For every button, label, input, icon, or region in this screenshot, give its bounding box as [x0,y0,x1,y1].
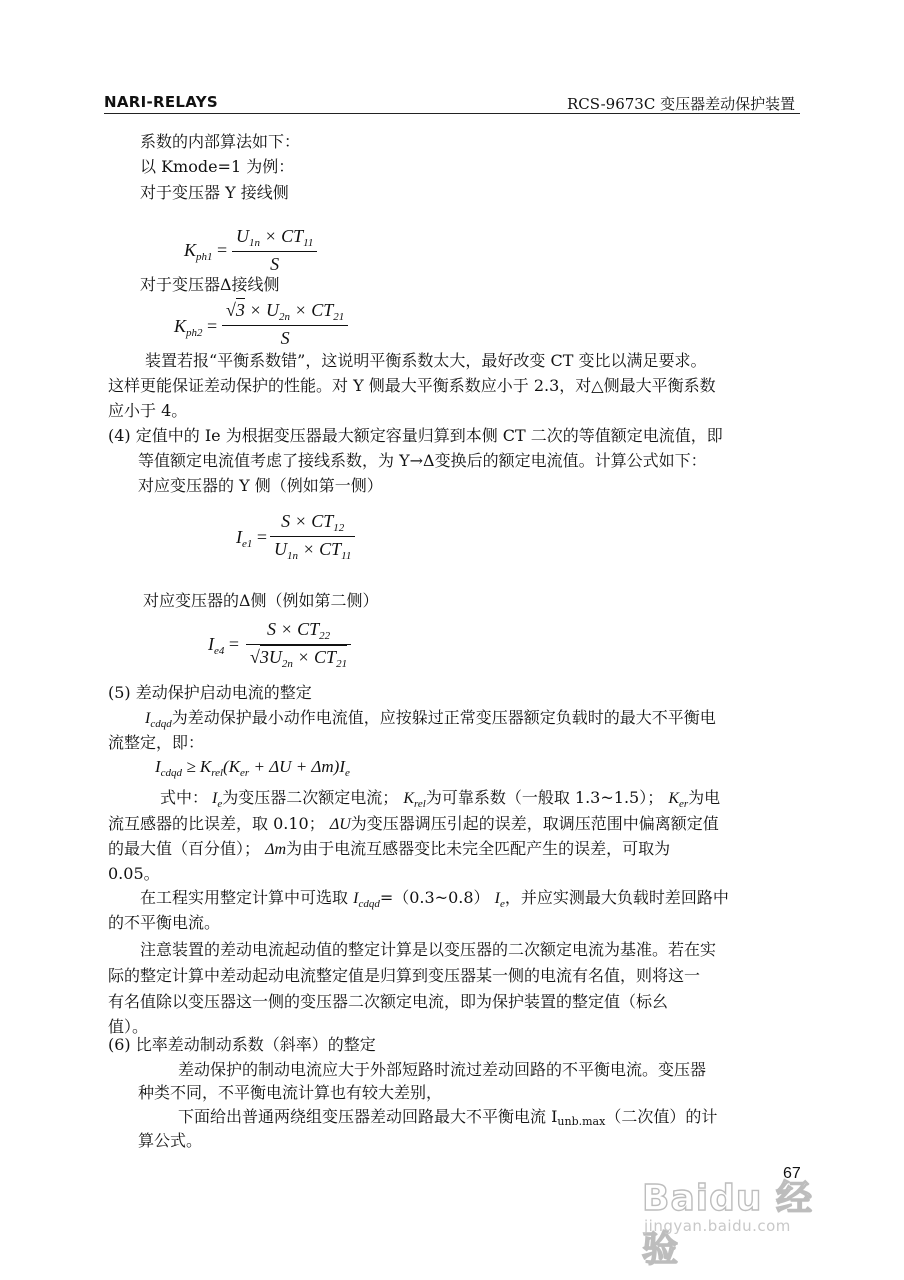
header-rule [104,113,800,114]
text-line: 流整定，即： [108,733,205,752]
formula-icdqd: $I_{cdqd} \ge K_{rel}(K_{er} + \Delta U + \Delta m)I_e$ [155,757,350,779]
header-company: NARI-RELAYS [104,93,219,111]
text-line: 下面给出普通两绕组变压器差动回路最大不平衡电流 Iunb.max（二次值）的计 [178,1107,718,1128]
section-heading: (6) 比率差动制动系数（斜率）的整定 [108,1035,376,1054]
text-line: 0.05。 [108,864,160,883]
text-line: 差动保护的制动电流应大于外部短路时流过差动回路的不平衡电流。变压器 [178,1060,707,1079]
text-line: (4) 定值中的 Ie 为根据变压器最大额定容量归算到本侧 CT 二次的等值额定电流值，即 [108,426,723,445]
text-line: 以 Kmode=1 为例： [140,157,295,176]
text-line: 装置若报“平衡系数错”，这说明平衡系数太大，最好改变 CT 变比以满足要求。 [145,351,707,370]
text-line: 这样更能保证差动保护的性能。对 Y 侧最大平衡系数应小于 2.3，对△侧最大平衡系数 [108,376,716,395]
text-line: 有名值除以变压器这一侧的变压器二次额定电流，即为保护装置的整定值（标幺 [108,992,669,1011]
text-line: 算公式。 [138,1131,203,1150]
text-line: 的不平衡电流。 [108,913,221,932]
text-line: 的最大值（百分值）； Δm为由于电流互感器变比未完全匹配产生的误差，可取为 [108,839,671,858]
text-line: 际的整定计算中差动起动电流整定值是归算到变压器某一侧的电流有名值，则将这一 [108,966,701,985]
baidu-logo-icon: Baidu 经验 [642,1178,814,1270]
baidu-watermark [642,1170,842,1270]
text-line: 流互感器的比误差，取 0.10； ΔU为变压器调压引起的误差，取调压范围中偏离额定值 [108,814,719,833]
text-line: $I_{cdqd}$为差动保护最小动作电流值，应按躲过正常变压器额定负载时的最大不平衡电 [145,708,716,730]
text-line: 应小于 4。 [108,401,188,420]
text-line: 在工程实用整定计算中可选取 $I_{cdqd}=(0.3\sim 0.8)$ $I_e$，并应实测最大负载时差回路中 [140,888,729,910]
text-line: 对应变压器的Δ侧（例如第二侧） [143,591,379,610]
page-number: 67 [783,1165,801,1182]
text-line: 值）。 [108,1017,149,1036]
text-line: 种类不同，不平衡电流计算也有较大差别， [138,1083,443,1102]
text-line: 对于变压器Δ接线侧 [140,275,280,294]
watermark-url: jingyan.baidu.com [644,1217,791,1235]
text-line: 系数的内部算法如下： [140,132,301,151]
text-line: 式中： $I_e$为变压器二次额定电流； $K_{rel}$为可靠系数（一般取 1.3~1.5）； $K_{er}$为电 [160,788,721,810]
text-line: 注意装置的差动电流起动值的整定计算是以变压器的二次额定电流为基准。若在实 [140,940,717,959]
text-line: 对于变压器 Y 接线侧 [140,183,289,202]
header-title: RCS-9673C 变压器差动保护装置 [567,95,796,113]
section-heading: (5) 差动保护启动电流的整定 [108,683,312,702]
text-line: 对应变压器的 Y 侧（例如第一侧） [138,476,383,495]
text-line: 等值额定电流值考虑了接线系数，为 Y→Δ变换后的额定电流值。计算公式如下： [138,451,707,470]
